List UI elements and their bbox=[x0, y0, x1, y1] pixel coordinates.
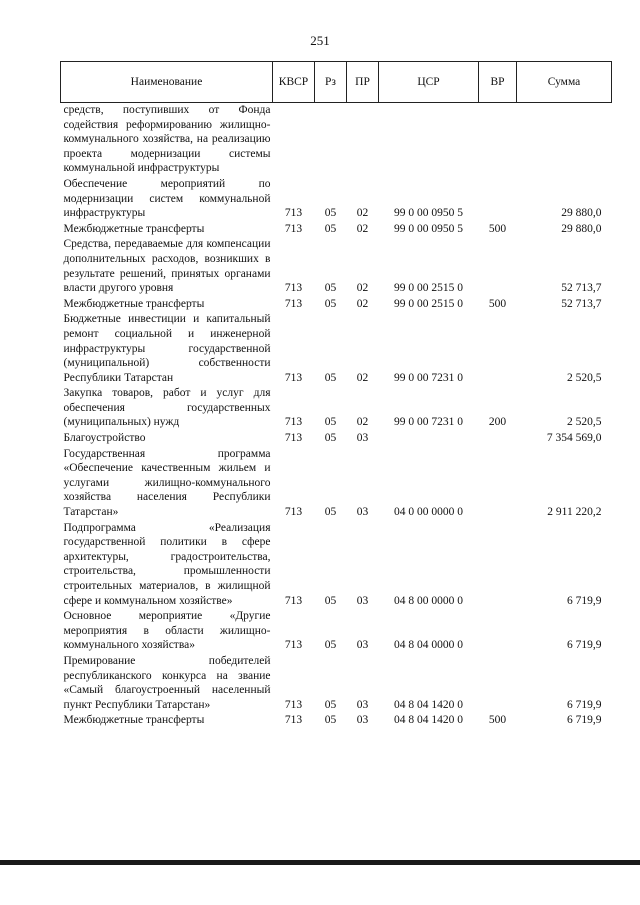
row-rz: 05 bbox=[324, 594, 337, 607]
row-rz: 05 bbox=[324, 371, 337, 384]
row-csr: 04 8 00 0000 0 bbox=[394, 594, 463, 607]
row-kvsr: 713 bbox=[284, 207, 303, 220]
row-name: Закупка товаров, работ и услуг для обеспечения государственных (муниципальных) нужд bbox=[63, 387, 271, 429]
table-row bbox=[61, 654, 612, 713]
row-csr: 04 8 04 1420 0 bbox=[394, 698, 463, 711]
row-kvsr: 713 bbox=[284, 432, 303, 445]
table-row bbox=[61, 297, 612, 313]
table-row bbox=[61, 177, 612, 222]
header-csr: ЦСР bbox=[379, 62, 479, 103]
row-kvsr: 713 bbox=[284, 714, 303, 727]
row-vr bbox=[479, 654, 517, 713]
row-csr: 99 0 00 0950 5 bbox=[394, 207, 463, 220]
header-sum: Сумма bbox=[517, 62, 612, 103]
row-rz: 05 bbox=[324, 639, 337, 652]
row-vr bbox=[479, 447, 517, 521]
row-name: средств, поступивших от Фонда содействия реформированию жилищно-коммунального хозяйства, на реализацию проекта модернизации системы коммунальной инфраструктуры bbox=[63, 104, 271, 175]
row-sum: 29 880,0 bbox=[561, 207, 602, 220]
row-sum: 29 880,0 bbox=[561, 222, 602, 235]
row-name: Подпрограмма «Реализация государственной политики в сфере архитектуры, градостроительства, строительства, промышленности строительных материалов, в жилищной сфере и коммунальном хозяйстве» bbox=[63, 521, 271, 607]
table-row bbox=[61, 222, 612, 238]
row-sum: 52 713,7 bbox=[561, 282, 602, 295]
table-row bbox=[61, 609, 612, 654]
row-csr: 99 0 00 7231 0 bbox=[394, 416, 463, 429]
row-name: Государственная программа «Обеспечение качественным жильем и услугами жилищно-коммунального хозяйства населения Республики Татарстан» bbox=[63, 447, 271, 519]
table-row bbox=[61, 237, 612, 296]
row-name: Благоустройство bbox=[63, 432, 146, 445]
row-name: Бюджетные инвестиции и капитальный ремонт социальной и инженерной инфраструктуры государственной (муниципальной) собственности Республики Татарстан bbox=[63, 313, 271, 384]
row-sum: 2 520,5 bbox=[567, 416, 602, 429]
table-header-row bbox=[61, 62, 612, 103]
row-csr: 99 0 00 2515 0 bbox=[394, 297, 463, 310]
row-vr: 500 bbox=[488, 297, 507, 310]
row-name: Обеспечение мероприятий по модернизации систем коммунальной инфраструктуры bbox=[63, 177, 271, 220]
row-pr: 02 bbox=[356, 222, 369, 235]
row-pr: 03 bbox=[356, 698, 369, 711]
row-kvsr bbox=[273, 103, 315, 177]
row-csr: 04 8 04 0000 0 bbox=[394, 639, 463, 652]
row-rz: 05 bbox=[324, 282, 337, 295]
row-pr: 03 bbox=[356, 594, 369, 607]
row-kvsr: 713 bbox=[284, 416, 303, 429]
row-rz: 05 bbox=[324, 432, 337, 445]
row-csr: 04 8 04 1420 0 bbox=[394, 714, 463, 727]
row-vr bbox=[479, 521, 517, 610]
row-kvsr: 713 bbox=[284, 639, 303, 652]
row-name: Межбюджетные трансферты bbox=[63, 222, 205, 235]
row-vr bbox=[479, 177, 517, 222]
row-sum: 2 520,5 bbox=[567, 371, 602, 384]
row-name: Межбюджетные трансферты bbox=[63, 297, 205, 310]
table-row bbox=[61, 521, 612, 610]
table-row bbox=[61, 386, 612, 431]
row-vr: 500 bbox=[488, 714, 507, 727]
row-csr bbox=[379, 431, 479, 447]
row-rz: 05 bbox=[324, 207, 337, 220]
row-vr: 200 bbox=[488, 416, 507, 429]
row-vr bbox=[479, 237, 517, 296]
row-vr bbox=[479, 312, 517, 386]
row-csr bbox=[379, 103, 479, 177]
table-row bbox=[61, 312, 612, 386]
row-name: Средства, передаваемые для компенсации дополнительных расходов, возникших в результате решений, принятых органами власти другого уровня bbox=[63, 238, 271, 295]
row-rz: 05 bbox=[324, 222, 337, 235]
row-csr: 99 0 00 2515 0 bbox=[394, 282, 463, 295]
row-pr: 03 bbox=[356, 714, 369, 727]
row-rz: 05 bbox=[324, 416, 337, 429]
header-kvsr: КВСР bbox=[273, 62, 315, 103]
row-rz: 05 bbox=[324, 297, 337, 310]
row-rz bbox=[315, 103, 347, 177]
row-kvsr: 713 bbox=[284, 282, 303, 295]
row-pr: 02 bbox=[356, 416, 369, 429]
row-pr: 02 bbox=[356, 371, 369, 384]
row-vr bbox=[479, 103, 517, 177]
header-rz: Рз bbox=[315, 62, 347, 103]
row-kvsr: 713 bbox=[284, 506, 303, 519]
header-name: Наименование bbox=[61, 62, 273, 103]
row-name: Основное мероприятие «Другие мероприятия в области жилищно-коммунального хозяйства» bbox=[63, 610, 271, 652]
budget-table bbox=[60, 61, 612, 729]
row-sum: 2 911 220,2 bbox=[547, 506, 602, 519]
row-kvsr: 713 bbox=[284, 222, 303, 235]
row-sum: 52 713,7 bbox=[561, 297, 602, 310]
row-rz: 05 bbox=[324, 698, 337, 711]
row-vr bbox=[479, 431, 517, 447]
row-sum: 6 719,9 bbox=[567, 594, 602, 607]
table-row bbox=[61, 447, 612, 521]
row-name: Премирование победителей республиканского конкурса на звание «Самый благоустроенный населенный пункт Республики Татарстан» bbox=[63, 654, 271, 711]
row-csr: 04 0 00 0000 0 bbox=[394, 506, 463, 519]
row-rz: 05 bbox=[324, 714, 337, 727]
row-pr: 03 bbox=[356, 639, 369, 652]
row-kvsr: 713 bbox=[284, 698, 303, 711]
row-sum: 7 354 569,0 bbox=[546, 432, 602, 445]
row-rz: 05 bbox=[324, 506, 337, 519]
row-pr: 02 bbox=[356, 297, 369, 310]
header-pr: ПР bbox=[347, 62, 379, 103]
row-sum: 6 719,9 bbox=[567, 639, 602, 652]
row-pr: 03 bbox=[356, 506, 369, 519]
row-kvsr: 713 bbox=[284, 371, 303, 384]
row-vr: 500 bbox=[488, 222, 507, 235]
row-csr: 99 0 00 7231 0 bbox=[394, 371, 463, 384]
table-row bbox=[61, 431, 612, 447]
row-pr: 02 bbox=[356, 282, 369, 295]
page-number: 251 bbox=[310, 33, 330, 48]
row-name: Межбюджетные трансферты bbox=[63, 714, 205, 727]
row-sum: 6 719,9 bbox=[567, 714, 602, 727]
row-pr: 02 bbox=[356, 207, 369, 220]
table-row bbox=[61, 103, 612, 177]
row-kvsr: 713 bbox=[284, 594, 303, 607]
row-sum bbox=[517, 103, 612, 177]
row-vr bbox=[479, 609, 517, 654]
row-pr: 03 bbox=[356, 432, 369, 445]
row-pr bbox=[347, 103, 379, 177]
row-sum: 6 719,9 bbox=[567, 698, 602, 711]
header-vr: ВР bbox=[479, 62, 517, 103]
scan-edge-bar bbox=[0, 860, 640, 865]
row-kvsr: 713 bbox=[284, 297, 303, 310]
table-row bbox=[61, 713, 612, 729]
row-csr: 99 0 00 0950 5 bbox=[394, 222, 463, 235]
